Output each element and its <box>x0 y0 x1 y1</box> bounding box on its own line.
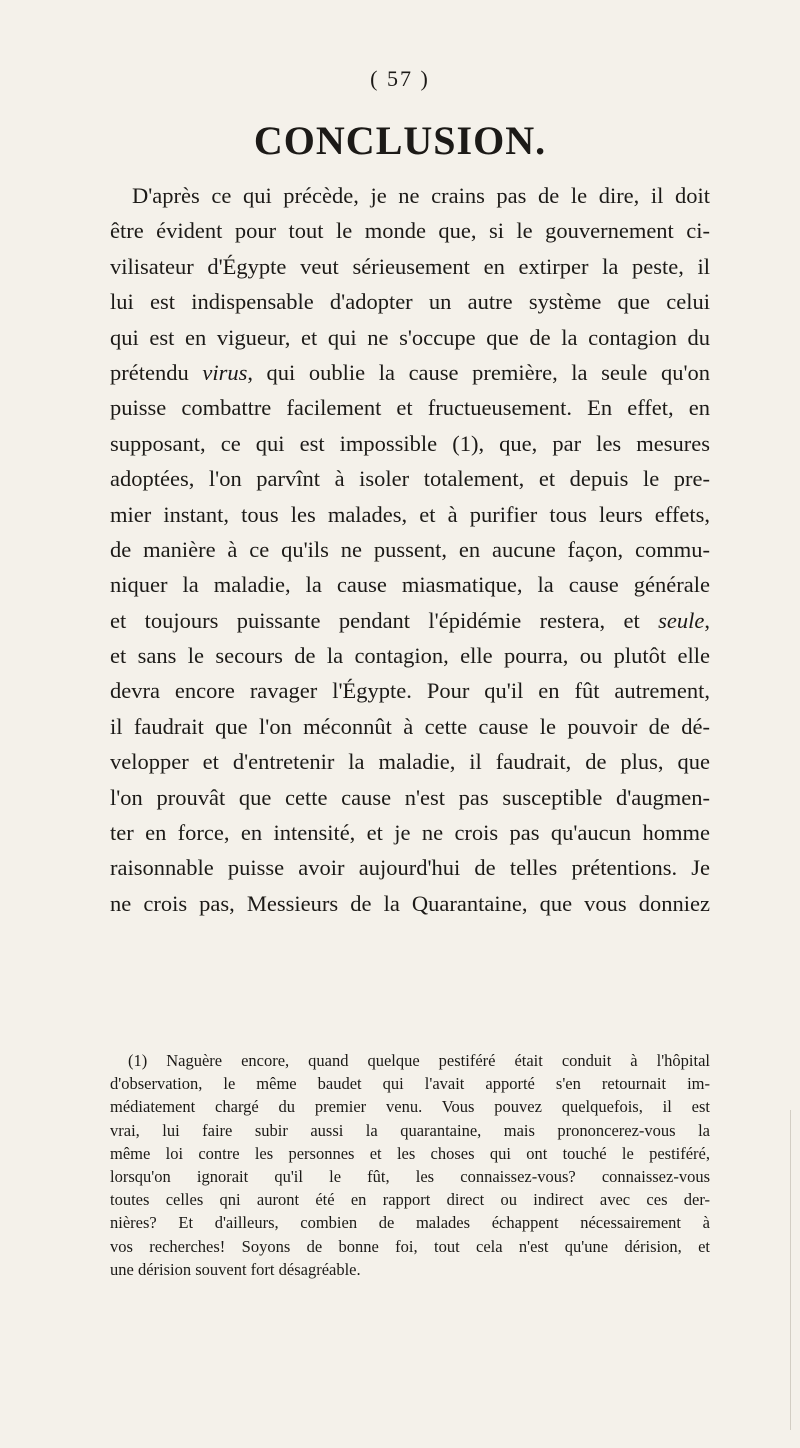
footnote-line: médiatement chargé du premier venu. Vous pouvez quelquefois, il est <box>110 1097 710 1117</box>
body-line: adoptées, l'on parvînt à isoler totalement, et depuis le pre- <box>110 466 710 492</box>
body-line: et toujours puissante pendant l'épidémie restera, et seule, <box>110 607 710 633</box>
page-edge-shadow <box>790 1110 794 1430</box>
footnote-line: une dérision souvent fort désagréable. <box>110 1259 361 1279</box>
footnote-line: d'observation, le même baudet qui l'avait apporté s'en retournait im- <box>110 1074 710 1094</box>
body-line: D'après ce qui précède, je ne crains pas de le dire, il doit <box>132 183 710 208</box>
body-line: prétendu virus, qui oublie la cause première, la seule qu'on <box>110 359 711 385</box>
body-line: velopper et d'entretenir la maladie, il faudrait, de plus, que <box>110 749 710 775</box>
emphasis: seule <box>658 607 705 633</box>
emphasis: virus <box>202 359 248 385</box>
body-line: qui est en vigueur, et qui ne s'occupe que de la contagion du <box>110 324 710 350</box>
body-line: raisonnable puisse avoir aujourd'hui de telles prétentions. Je <box>110 855 710 881</box>
body-line: l'on prouvât que cette cause n'est pas susceptible d'augmen- <box>110 784 710 810</box>
body-line: ter en force, en intensité, et je ne crois pas qu'aucun homme <box>110 820 710 846</box>
body-line: de manière à ce qu'ils ne pussent, en aucune façon, commu- <box>110 536 710 562</box>
body-line: lui est indispensable d'adopter un autre système que celui <box>110 289 710 315</box>
footnote-line: toutes celles qni auront été en rapport direct ou indirect avec ces der- <box>110 1190 710 1210</box>
body-line: niquer la maladie, la cause miasmatique, la cause générale <box>110 572 710 598</box>
section-heading: CONCLUSION. <box>253 118 547 163</box>
body-line: puisse combattre facilement et fructueusement. En effet, en <box>110 395 710 421</box>
footnote <box>110 1049 710 1281</box>
body-paragraph <box>110 178 710 921</box>
body-line: mier instant, tous les malades, et à purifier tous leurs effets, <box>110 501 710 527</box>
body-line: être évident pour tout le monde que, si le gouvernement ci- <box>110 218 710 244</box>
footnote-line: (1) Naguère encore, quand quelque pestiféré était conduit à l'hôpital <box>128 1051 710 1070</box>
body-line: et sans le secours de la contagion, elle pourra, ou plutôt elle <box>110 643 710 669</box>
footnote-line: vos recherches! Soyons de bonne foi, tout cela n'est qu'une dérision, et <box>110 1236 710 1256</box>
footnote-line: nières? Et d'ailleurs, combien de malades échappent nécessairement à <box>110 1213 710 1233</box>
body-line: ne crois pas, Messieurs de la Quarantaine, que vous donniez <box>110 890 710 916</box>
body-line: il faudrait que l'on méconnût à cette cause le pouvoir de dé- <box>110 713 710 739</box>
body-line: devra encore ravager l'Égypte. Pour qu'il en fût autrement, <box>110 678 710 704</box>
page-number: ( 57 ) <box>370 66 430 91</box>
footnote-line: lorsqu'on ignorait qu'il le fût, les connaissez-vous? connaissez-vous <box>110 1166 710 1186</box>
footnote-line: vrai, lui faire subir aussi la quarantaine, mais prononcerez-vous la <box>110 1120 710 1140</box>
footnote-line: même loi contre les personnes et les choses qui ont touché le pestiféré, <box>110 1143 710 1163</box>
body-line: vilisateur d'Égypte veut sérieusement en extirper la peste, il <box>110 253 710 279</box>
body-line: supposant, ce qui est impossible (1), que, par les mesures <box>110 430 710 456</box>
